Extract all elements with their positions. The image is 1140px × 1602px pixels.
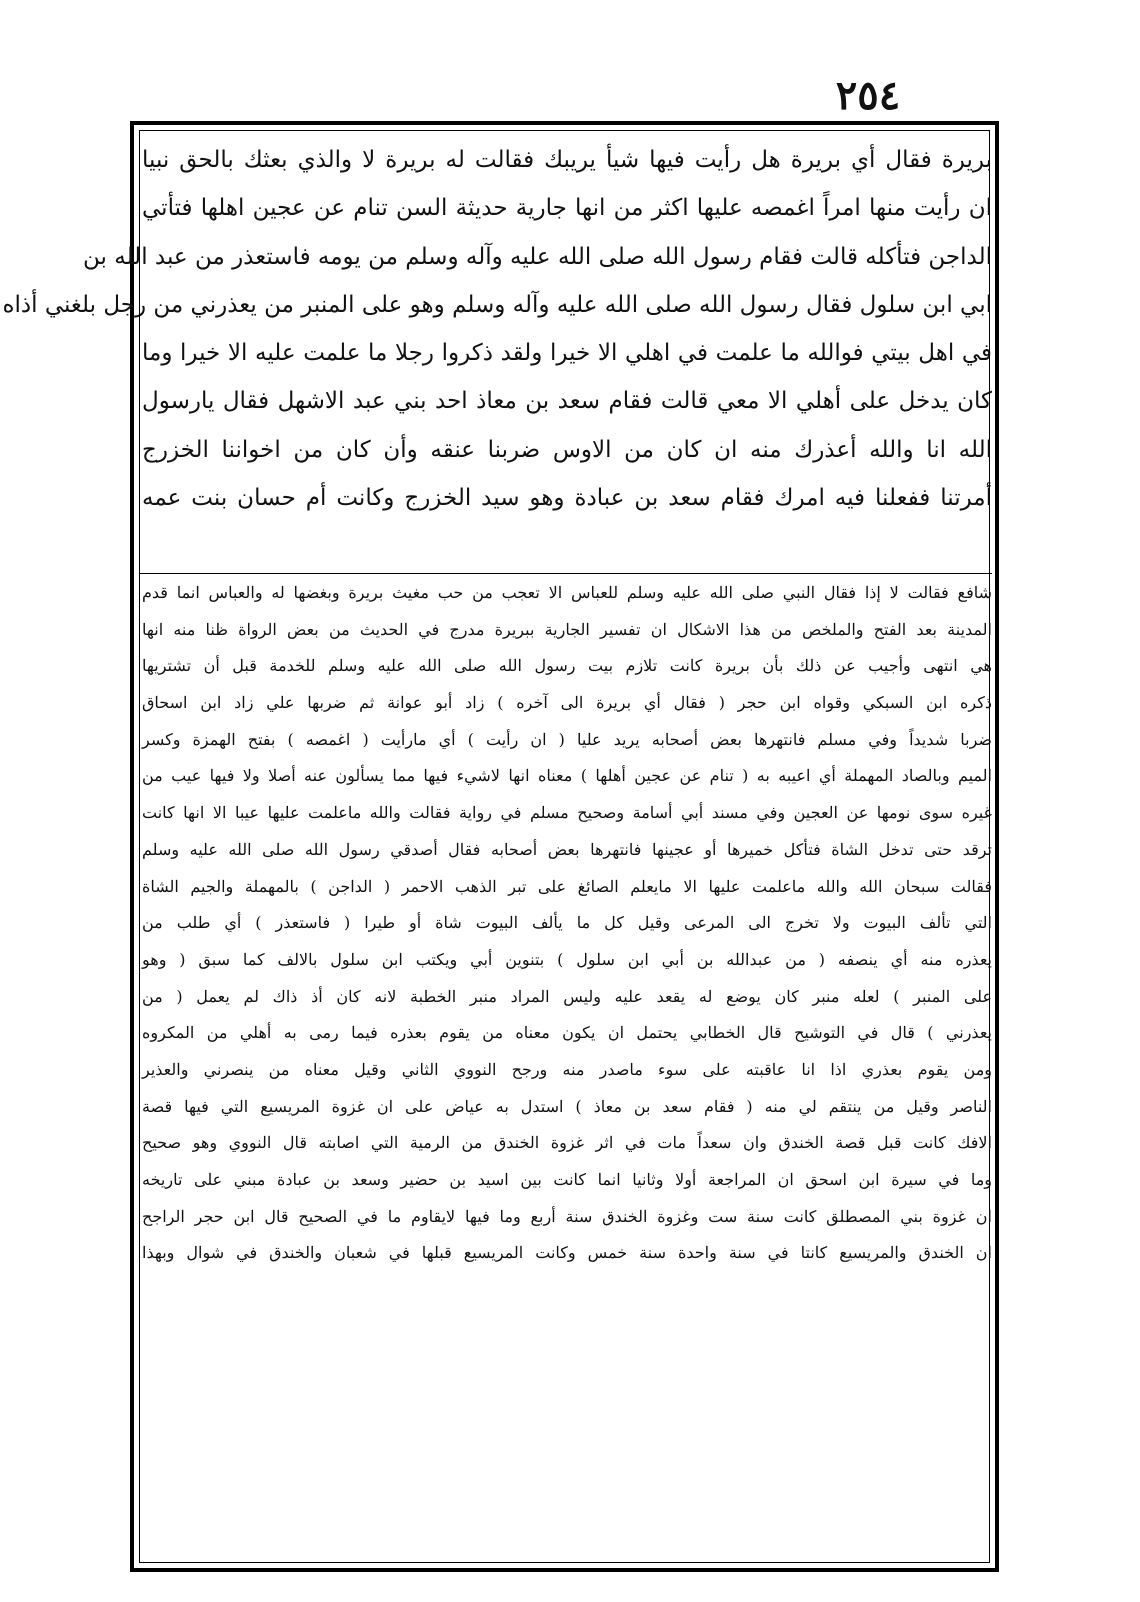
main-text-line: الداجن فتأكله قالت فقام رسول الله صلى الله عليه وآله وسلم من يومه فاستعذر من عبد الله بن [83,243,992,270]
commentary-text [142,575,992,1272]
main-text-line: كان يدخل على أهلي الا معي قالت فقام سعد بن معاذ احد بني عبد الاشهل فقال يارسول [142,388,992,415]
main-text-line: أمرتنا ففعلنا فيه امرك فقام سعد بن عبادة وهو سيد الخزرج وكانت أم حسان بنت عمه [142,485,992,512]
commentary-line: يعذره منه أي ينصفه ( من عبدالله بن أبي ابن سلول ) بتنوين أبي ويكتب ابن سلول بالالف كما سبق ( وهو [142,949,992,969]
commentary-line: غيره سوى نومها عن العجين وفي مسند أبي أسامة وصحيح مسلم في رواية فقالت والله ماعلمت عليها عيبا الا انها كانت [142,803,992,823]
commentary-line: الناصر وقيل من ينتقم لي منه ( فقام سعد بن معاذ ) استدل به عياض على ان غزوة المريسيع التي فيها قصة [142,1096,992,1116]
commentary-line: ان الخندق والمريسيع كانتا في سنة واحدة سنة خمس وكانت المريسيع قبلها في شعبان والخندق في شوال وبهذا [142,1243,993,1263]
commentary-line: ومن يقوم بعذري اذا انا عاقبته على سوء ماصدر منه ورجح النووي الثاني وقيل معناه من ينصرني والعذير [142,1059,993,1079]
commentary-line: ذكره ابن السبكي وقواه ابن حجر ( فقال أي بريرة الى آخره ) زاد أبو عوانة ثم ضربها علي زاد ابن اسحاق [142,693,992,713]
commentary-line: فقالت سبحان الله والله ماعلمت عليها الا مايعلم الصائغ على تبر الذهب الاحمر ( الداجن ) بالمهملة والجيم الشاة [142,876,992,896]
main-text-line: الله انا والله أعذرك منه ان كان من الاوس ضربنا عنقه وأن كان من اخواننا الخزرج [142,436,992,463]
main-hadith-text [2,136,992,522]
commentary-line: الافك كانت قبل قصة الخندق وان سعداً مات في اثر غزوة الخندق من الرمية التي اصابته قال النووي وهو صحيح [142,1133,992,1153]
section-divider [140,573,992,574]
commentary-line: ضربا شديداً وفي مسلم فانتهرها بعض أصحابه يريد عليا ( ان رأيت ) أي مارأيت ( اغمصه ) بفتح الهمزة وكسر [142,729,992,749]
commentary-line: ان غزوة بني المصطلق كانت سنة ست وغزوة الخندق سنة أربع وما فيها لايقاوم ما في الصحيح قال ابن حجر الراجح [142,1206,992,1226]
main-text-line: في اهل بيتي فوالله ما علمت في اهلي الا خيرا ولقد ذكروا رجلا ما علمت عليه الا خيرا وما [142,340,992,367]
commentary-line: المدينة بعد الفتح والملخص من هذا الاشكال ان تفسير الجارية ببريرة مدرج في الحديث من بعض الرواة ظنا منه انها [142,619,992,639]
page-number: ٢٥٤ [835,72,901,119]
commentary-line: يعذرني ) قال في التوشيح قال الخطابي يحتمل ان يكون معناه من يقوم بعذره فيما رمى به أهلي من المكروه [142,1023,993,1043]
commentary-line: على المنبر ) لعله منبر كان يوضع له يقعد عليه وليس المراد منبر الخطبة لانه كان أذ ذاك لم يعمل ( من [142,986,993,1006]
commentary-line: هي انتهى وأجيب عن ذلك بأن بريرة كانت تلازم بيت رسول الله صلى الله عليه وسلم للخدمة قبل أن تشتريها [142,656,992,676]
commentary-line: ترقد حتى تدخل الشاة فتأكل خميرها أو عجينها فانتهرها بعض أصحابه فقال أصدقي رسول الله صلى الله عليه وسلم [142,839,992,859]
commentary-line: التي تألف البيوت ولا تخرج الى المرعى وقيل كل ما يألف البيوت شاة أو طيرا ( فاستعذر ) أي طلب من [142,913,992,933]
main-text-line: ان رأيت منها امراً اغمصه عليها اكثر من انها جارية حديثة السن تنام عن عجين اهلها فتأتي [142,195,992,222]
main-text-line: ابي ابن سلول فقال رسول الله صلى الله عليه وآله وسلم وهو على المنبر من يعذرني من رجل بلغني أذاه [2,291,992,318]
commentary-line: الميم وبالصاد المهملة أي اعيبه به ( تنام عن عجين أهلها ) معناه انها لاشيء فيها مما يسألون عنه أصلا ولا فيها عيب من [142,766,993,786]
main-text-line: بريرة فقال أي بريرة هل رأيت فيها شيأ يريبك فقالت له بريرة لا والذي بعثك بالحق نبيا [142,147,992,173]
commentary-line: شافع فقالت لا إذا فقال النبي صلى الله عليه وسلم للعباس الا تعجب من حب مغيث بريرة وبغضها له والعباس انما قدم [142,583,992,602]
commentary-line: وما في سيرة ابن اسحق ان المراجعة أولا وثانيا انما كانت بين اسيد بن حضير وسعد بن عبادة مبني على تاريخه [142,1170,992,1189]
